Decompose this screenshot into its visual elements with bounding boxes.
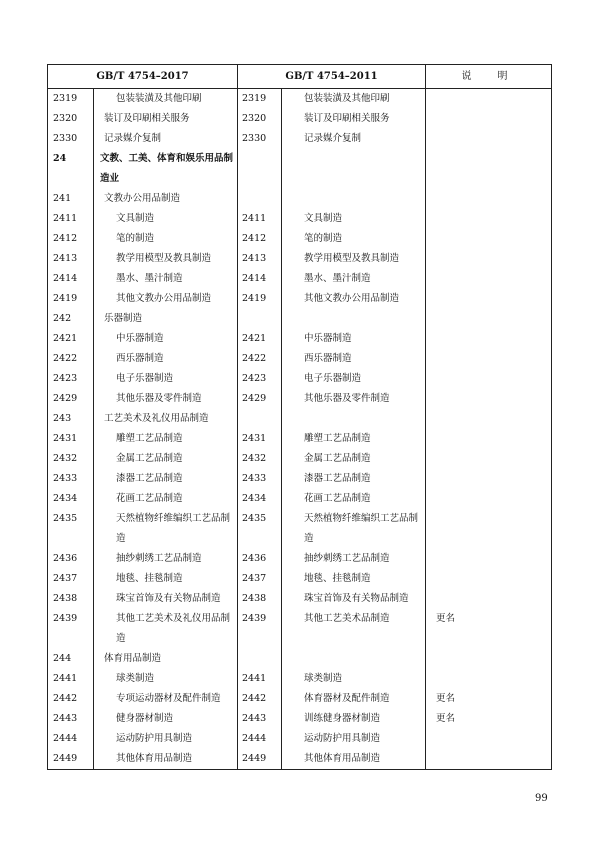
table-row	[48, 729, 552, 749]
old-code-cell: 2412	[238, 229, 282, 249]
new-name-cell: 中乐器制造	[94, 329, 238, 349]
new-code-cell: 2419	[48, 289, 94, 309]
table-row	[48, 449, 552, 469]
new-name-cell: 天然植物纤维编织工艺品制造	[94, 509, 238, 549]
remark-cell	[426, 469, 552, 489]
old-code-cell	[238, 149, 282, 189]
table-header-row	[48, 65, 552, 89]
old-code-cell: 2419	[238, 289, 282, 309]
table-row	[48, 89, 552, 110]
remark-cell	[426, 109, 552, 129]
new-code-cell: 2431	[48, 429, 94, 449]
remark-cell: 更名	[426, 689, 552, 709]
classification-table-container	[47, 64, 551, 770]
old-name-cell	[282, 189, 426, 209]
remark-cell	[426, 269, 552, 289]
table-row	[48, 429, 552, 449]
new-name-cell: 工艺美术及礼仪用品制造	[94, 409, 238, 429]
table-row	[48, 229, 552, 249]
remark-cell	[426, 369, 552, 389]
old-name-cell: 花画工艺品制造	[282, 489, 426, 509]
new-code-cell: 2443	[48, 709, 94, 729]
new-code-cell: 2435	[48, 509, 94, 549]
table-row	[48, 129, 552, 149]
old-name-cell	[282, 309, 426, 329]
table-row	[48, 649, 552, 669]
table-row	[48, 369, 552, 389]
old-code-cell: 2414	[238, 269, 282, 289]
remark-cell	[426, 129, 552, 149]
new-code-cell: 2444	[48, 729, 94, 749]
old-name-cell: 记录媒介复制	[282, 129, 426, 149]
new-code-cell: 2442	[48, 689, 94, 709]
header-gb2017: GB/T 4754–2017	[48, 65, 238, 89]
old-code-cell: 2433	[238, 469, 282, 489]
old-name-cell: 天然植物纤维编织工艺品制造	[282, 509, 426, 549]
new-code-cell: 2434	[48, 489, 94, 509]
remark-cell	[426, 649, 552, 669]
old-name-cell: 文具制造	[282, 209, 426, 229]
old-name-cell: 金属工艺品制造	[282, 449, 426, 469]
old-name-cell: 包装装潢及其他印刷	[282, 89, 426, 110]
old-name-cell: 珠宝首饰及有关物品制造	[282, 589, 426, 609]
new-name-cell: 其他文教办公用品制造	[94, 289, 238, 309]
remark-cell	[426, 289, 552, 309]
new-name-cell: 雕塑工艺品制造	[94, 429, 238, 449]
table-row	[48, 249, 552, 269]
new-name-cell: 装订及印刷相关服务	[94, 109, 238, 129]
new-name-cell: 墨水、墨汁制造	[94, 269, 238, 289]
new-name-cell: 文教办公用品制造	[94, 189, 238, 209]
old-name-cell: 墨水、墨汁制造	[282, 269, 426, 289]
table-row	[48, 709, 552, 729]
old-code-cell: 2319	[238, 89, 282, 110]
remark-cell	[426, 389, 552, 409]
old-name-cell: 球类制造	[282, 669, 426, 689]
new-code-cell: 2433	[48, 469, 94, 489]
old-name-cell: 漆器工艺品制造	[282, 469, 426, 489]
table-row	[48, 289, 552, 309]
new-code-cell: 2319	[48, 89, 94, 110]
new-name-cell: 球类制造	[94, 669, 238, 689]
table-row	[48, 589, 552, 609]
new-code-cell: 2449	[48, 749, 94, 770]
new-code-cell: 2414	[48, 269, 94, 289]
table-row	[48, 469, 552, 489]
old-code-cell: 2436	[238, 549, 282, 569]
old-code-cell: 2435	[238, 509, 282, 549]
new-name-cell: 文具制造	[94, 209, 238, 229]
new-name-cell: 包装装潢及其他印刷	[94, 89, 238, 110]
new-code-cell: 2441	[48, 669, 94, 689]
new-name-cell: 珠宝首饰及有关物品制造	[94, 589, 238, 609]
new-name-cell: 金属工艺品制造	[94, 449, 238, 469]
new-code-cell: 2423	[48, 369, 94, 389]
table-row	[48, 209, 552, 229]
old-code-cell: 2442	[238, 689, 282, 709]
table-row	[48, 269, 552, 289]
remark-cell: 更名	[426, 709, 552, 729]
table-row	[48, 389, 552, 409]
header-gb2011: GB/T 4754–2011	[238, 65, 426, 89]
old-code-cell: 2413	[238, 249, 282, 269]
old-code-cell: 2443	[238, 709, 282, 729]
new-name-cell: 地毯、挂毯制造	[94, 569, 238, 589]
table-row	[48, 189, 552, 209]
new-name-cell: 其他体育用品制造	[94, 749, 238, 770]
new-name-cell: 花画工艺品制造	[94, 489, 238, 509]
remark-cell	[426, 489, 552, 509]
new-name-cell: 运动防护用具制造	[94, 729, 238, 749]
old-code-cell: 2441	[238, 669, 282, 689]
remark-cell	[426, 429, 552, 449]
old-name-cell: 其他工艺美术品制造	[282, 609, 426, 649]
old-code-cell: 2429	[238, 389, 282, 409]
remark-cell	[426, 329, 552, 349]
new-name-cell: 健身器材制造	[94, 709, 238, 729]
table-row	[48, 109, 552, 129]
remark-cell	[426, 189, 552, 209]
remark-cell	[426, 449, 552, 469]
page-number: 99	[535, 793, 548, 804]
old-name-cell: 训练健身器材制造	[282, 709, 426, 729]
new-name-cell: 乐器制造	[94, 309, 238, 329]
new-name-cell: 其他工艺美术及礼仪用品制造	[94, 609, 238, 649]
old-code-cell: 2330	[238, 129, 282, 149]
new-code-cell: 2438	[48, 589, 94, 609]
remark-cell	[426, 549, 552, 569]
new-code-cell: 2330	[48, 129, 94, 149]
old-name-cell: 运动防护用具制造	[282, 729, 426, 749]
remark-cell	[426, 729, 552, 749]
remark-cell	[426, 249, 552, 269]
remark-cell	[426, 569, 552, 589]
new-name-cell: 西乐器制造	[94, 349, 238, 369]
new-name-cell: 电子乐器制造	[94, 369, 238, 389]
remark-cell	[426, 589, 552, 609]
classification-table	[47, 64, 552, 770]
old-code-cell: 2423	[238, 369, 282, 389]
new-code-cell: 2436	[48, 549, 94, 569]
old-code-cell: 2432	[238, 449, 282, 469]
old-code-cell	[238, 649, 282, 669]
old-code-cell: 2434	[238, 489, 282, 509]
new-code-cell: 2437	[48, 569, 94, 589]
old-name-cell: 抽纱刺绣工艺品制造	[282, 549, 426, 569]
new-name-cell: 体育用品制造	[94, 649, 238, 669]
old-code-cell: 2439	[238, 609, 282, 649]
remark-cell	[426, 409, 552, 429]
new-name-cell: 记录媒介复制	[94, 129, 238, 149]
new-code-cell: 2422	[48, 349, 94, 369]
table-row	[48, 669, 552, 689]
new-code-cell: 2429	[48, 389, 94, 409]
old-name-cell: 体育器材及配件制造	[282, 689, 426, 709]
remark-cell	[426, 509, 552, 549]
new-code-cell: 2413	[48, 249, 94, 269]
old-name-cell: 其他体育用品制造	[282, 749, 426, 770]
table-row	[48, 409, 552, 429]
table-body	[48, 89, 552, 770]
old-name-cell	[282, 149, 426, 189]
table-row	[48, 349, 552, 369]
old-code-cell	[238, 189, 282, 209]
new-code-cell: 2432	[48, 449, 94, 469]
table-row	[48, 569, 552, 589]
new-code-cell: 243	[48, 409, 94, 429]
new-name-cell: 教学用模型及教具制造	[94, 249, 238, 269]
new-name-cell: 抽纱刺绣工艺品制造	[94, 549, 238, 569]
old-name-cell: 笔的制造	[282, 229, 426, 249]
remark-cell: 更名	[426, 609, 552, 649]
remark-cell	[426, 669, 552, 689]
old-code-cell	[238, 409, 282, 429]
old-code-cell: 2438	[238, 589, 282, 609]
new-code-cell: 2412	[48, 229, 94, 249]
remark-cell	[426, 209, 552, 229]
new-name-cell: 笔的制造	[94, 229, 238, 249]
old-name-cell: 西乐器制造	[282, 349, 426, 369]
old-name-cell	[282, 409, 426, 429]
new-code-cell: 242	[48, 309, 94, 329]
old-name-cell: 其他文教办公用品制造	[282, 289, 426, 309]
table-row	[48, 549, 552, 569]
remark-cell	[426, 149, 552, 189]
new-code-cell: 2421	[48, 329, 94, 349]
old-code-cell	[238, 309, 282, 329]
table-row	[48, 309, 552, 329]
old-code-cell: 2437	[238, 569, 282, 589]
old-name-cell	[282, 649, 426, 669]
old-code-cell: 2320	[238, 109, 282, 129]
old-code-cell: 2421	[238, 329, 282, 349]
new-name-cell: 专项运动器材及配件制造	[94, 689, 238, 709]
remark-cell	[426, 349, 552, 369]
new-code-cell: 241	[48, 189, 94, 209]
old-name-cell: 其他乐器及零件制造	[282, 389, 426, 409]
old-code-cell: 2444	[238, 729, 282, 749]
new-code-cell: 244	[48, 649, 94, 669]
old-name-cell: 电子乐器制造	[282, 369, 426, 389]
table-row	[48, 329, 552, 349]
table-row	[48, 749, 552, 770]
old-name-cell: 装订及印刷相关服务	[282, 109, 426, 129]
old-code-cell: 2422	[238, 349, 282, 369]
new-code-cell: 2320	[48, 109, 94, 129]
old-code-cell: 2431	[238, 429, 282, 449]
remark-cell	[426, 89, 552, 110]
header-remark: 说 明	[426, 65, 552, 89]
new-name-cell: 其他乐器及零件制造	[94, 389, 238, 409]
remark-cell	[426, 229, 552, 249]
old-name-cell: 教学用模型及教具制造	[282, 249, 426, 269]
table-row	[48, 689, 552, 709]
remark-cell	[426, 309, 552, 329]
new-name-cell: 文教、工美、体育和娱乐用品制造业	[94, 149, 238, 189]
old-code-cell: 2411	[238, 209, 282, 229]
old-name-cell: 地毯、挂毯制造	[282, 569, 426, 589]
new-code-cell: 2439	[48, 609, 94, 649]
table-row	[48, 609, 552, 649]
new-code-cell: 24	[48, 149, 94, 189]
table-row	[48, 489, 552, 509]
old-code-cell: 2449	[238, 749, 282, 770]
table-row	[48, 509, 552, 549]
new-name-cell: 漆器工艺品制造	[94, 469, 238, 489]
old-name-cell: 中乐器制造	[282, 329, 426, 349]
remark-cell	[426, 749, 552, 770]
new-code-cell: 2411	[48, 209, 94, 229]
old-name-cell: 雕塑工艺品制造	[282, 429, 426, 449]
table-row	[48, 149, 552, 189]
